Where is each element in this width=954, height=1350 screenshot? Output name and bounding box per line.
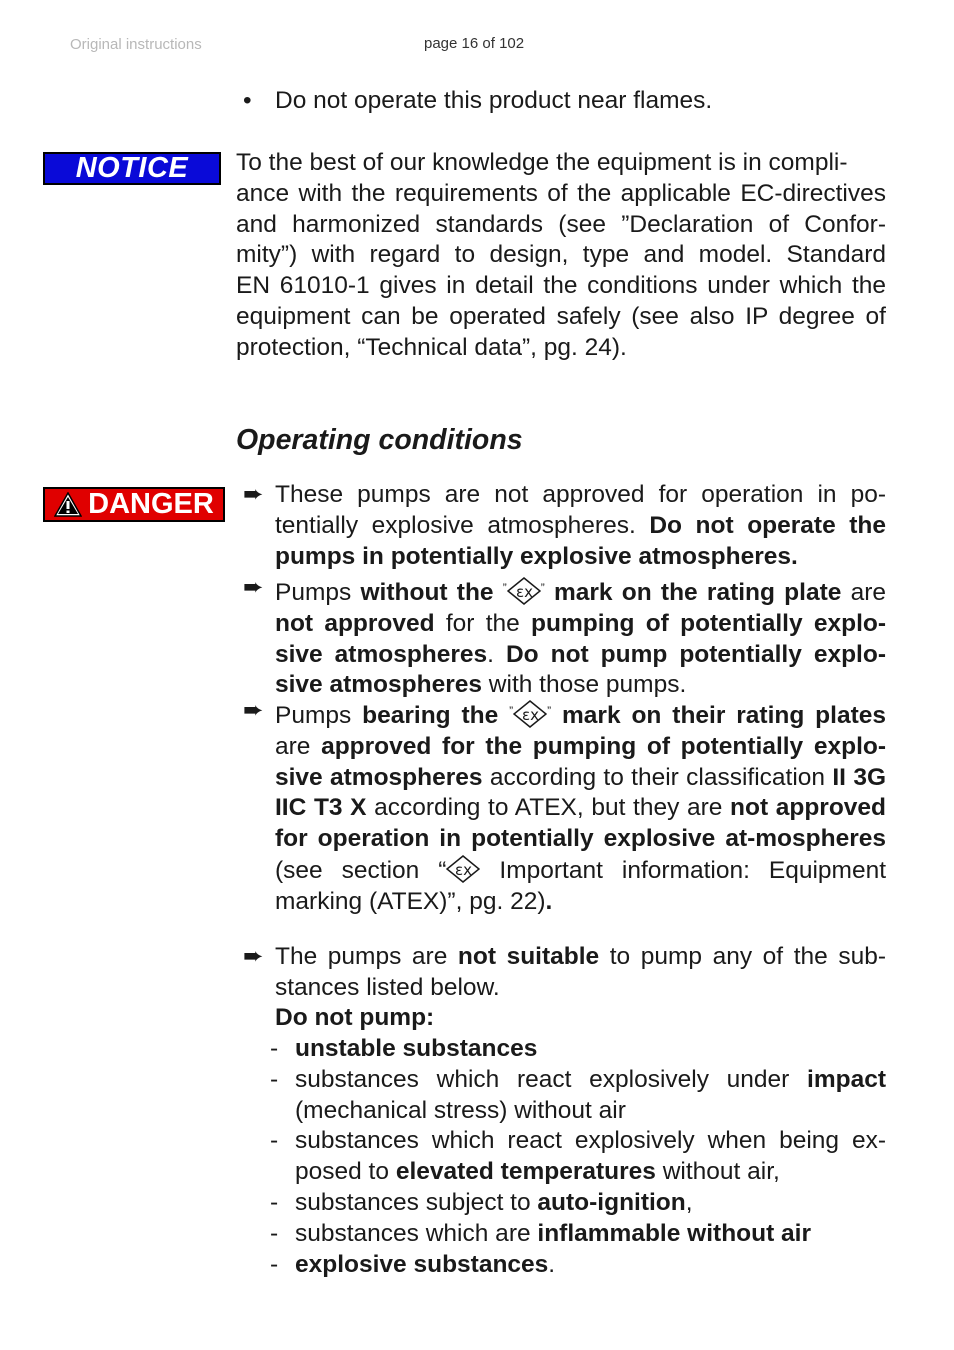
quote-mark: ” (509, 704, 514, 718)
list-item-bold: unstable substances (295, 1035, 538, 1062)
list-item-bold: elevated temperatures (395, 1157, 656, 1185)
dash-bullet: - (270, 1127, 279, 1154)
danger-label: DANGER (88, 488, 214, 520)
item-text: Important information: Equipment marking (ATEX)”, pg. 22) (275, 856, 886, 915)
list-item-text: substances which are (295, 1220, 538, 1247)
danger-item (243, 942, 886, 1004)
notice-line: protection, “Technical data”, pg. 24). (236, 333, 627, 361)
item-bold-text: . (545, 887, 553, 915)
notice-paragraph (236, 148, 886, 364)
item-bold-text: mark on their rating plates (551, 702, 886, 729)
section-title: Operating conditions (236, 424, 523, 456)
danger-badge (43, 487, 225, 522)
item-body (275, 942, 886, 1004)
item-text: according to ATEX, but they are (366, 794, 731, 822)
quote-mark: ” (502, 581, 507, 595)
header-document-type: Original instructions (70, 36, 202, 53)
item-bold-text: Do not operate the pumps in potentially explosive atmospheres. (275, 511, 886, 570)
list-item-text: substances which react explosively when being ex-posed to (295, 1127, 886, 1185)
item-bold-text: without the (360, 579, 503, 606)
list-item-text: substances subject to (295, 1189, 538, 1216)
danger-item (243, 480, 886, 572)
item-bold-text: not approved (275, 609, 435, 637)
dash-bullet: - (270, 1251, 279, 1278)
list-item-text: , (685, 1189, 693, 1216)
danger-item (243, 573, 886, 701)
list-item (270, 1034, 886, 1065)
list-item (270, 1126, 886, 1188)
dash-bullet: - (270, 1220, 279, 1247)
svg-text:εx: εx (515, 583, 533, 601)
item-text: for the (434, 609, 532, 637)
warning-triangle-icon (54, 492, 82, 517)
ex-atex-icon (513, 700, 547, 728)
list-item-text: (mechanical stress) without air (295, 1096, 626, 1124)
item-bold-text: not suitable (457, 943, 600, 970)
arrow-bullet-icon: ➨ (243, 574, 264, 601)
item-text: to pump any of the sub-stances listed below. (275, 943, 886, 1001)
list-item-bold: explosive substances (295, 1251, 549, 1278)
notice-line: mity”) with regard to design, type and model. Standard (236, 241, 886, 269)
quote-mark: ” (547, 704, 552, 718)
list-item-text: without air, (655, 1157, 780, 1185)
item-bold-text: mark on the rating plate (544, 579, 842, 606)
svg-text:εx: εx (455, 860, 473, 879)
arrow-bullet-icon: ➨ (243, 943, 264, 970)
item-text: with those pumps. (482, 671, 687, 699)
notice-line: and harmonized standards (see ”Declaration of Confor- (236, 210, 886, 238)
item-body (275, 696, 886, 918)
notice-badge: NOTICE (43, 152, 221, 185)
item-body (275, 480, 886, 572)
item-bold-text: Do not pump potentially explo-sive atmospheres (275, 640, 886, 699)
list-item-bold: auto-ignition (537, 1189, 686, 1216)
page-number: page 16 of 102 (424, 35, 525, 52)
arrow-bullet-icon: ➨ (243, 481, 264, 508)
item-bold-text: not approved for operation in potentially explosive at-mospheres (275, 794, 887, 853)
dash-bullet: - (270, 1066, 279, 1093)
notice-line: EN 61010-1 gives in detail the conditions under which the (236, 272, 886, 300)
item-text: . (487, 640, 506, 668)
list-item (270, 1065, 886, 1127)
flame-warning-bullet (243, 85, 712, 116)
item-text: are (275, 732, 322, 760)
item-bold-text: approved for the pumping of potentially explo-sive atmospheres (275, 732, 887, 791)
list-item-bold: inflammable without air (537, 1220, 812, 1247)
item-text: Pumps (275, 579, 361, 606)
dash-bullet: - (270, 1035, 279, 1062)
arrow-bullet-icon: ➨ (243, 697, 264, 724)
item-text: (see section “ (275, 856, 447, 884)
item-bold-text: II 3G IIC T3 X (275, 763, 886, 822)
item-text: These pumps are not approved for operation in po-tentially explosive atmospheres. (275, 481, 886, 539)
bullet-dot: • (243, 87, 252, 114)
notice-line: equipment can be operated safely (see also IP degree of (236, 302, 886, 330)
dash-bullet: - (270, 1189, 279, 1216)
danger-item (243, 696, 886, 918)
item-bold-text: bearing the (362, 702, 510, 729)
quote-mark: ” (540, 581, 545, 595)
svg-text:εx: εx (522, 706, 540, 724)
item-text: according to their classification (482, 763, 833, 791)
notice-line: ance with the requirements of the applicable EC-directives (236, 179, 886, 207)
item-text: Pumps (275, 702, 363, 729)
ex-atex-icon (507, 577, 541, 605)
do-not-pump-heading: Do not pump: (275, 1004, 435, 1031)
list-item (270, 1250, 886, 1281)
list-item-text: . (548, 1251, 556, 1278)
bullet-text: Do not operate this product near flames. (275, 87, 713, 114)
ex-atex-icon (446, 855, 480, 883)
list-item (270, 1188, 886, 1219)
list-item-text: substances which react explosively under (295, 1066, 808, 1093)
item-body (275, 573, 886, 701)
list-item (270, 1219, 886, 1250)
list-item-bold: impact (807, 1066, 886, 1093)
item-bold-text: pumping of potentially explo-sive atmospheres (275, 609, 887, 668)
item-text: The pumps are (275, 943, 458, 970)
item-text: are (841, 579, 887, 606)
notice-line: To the best of our knowledge the equipment is in compli- (236, 149, 848, 176)
